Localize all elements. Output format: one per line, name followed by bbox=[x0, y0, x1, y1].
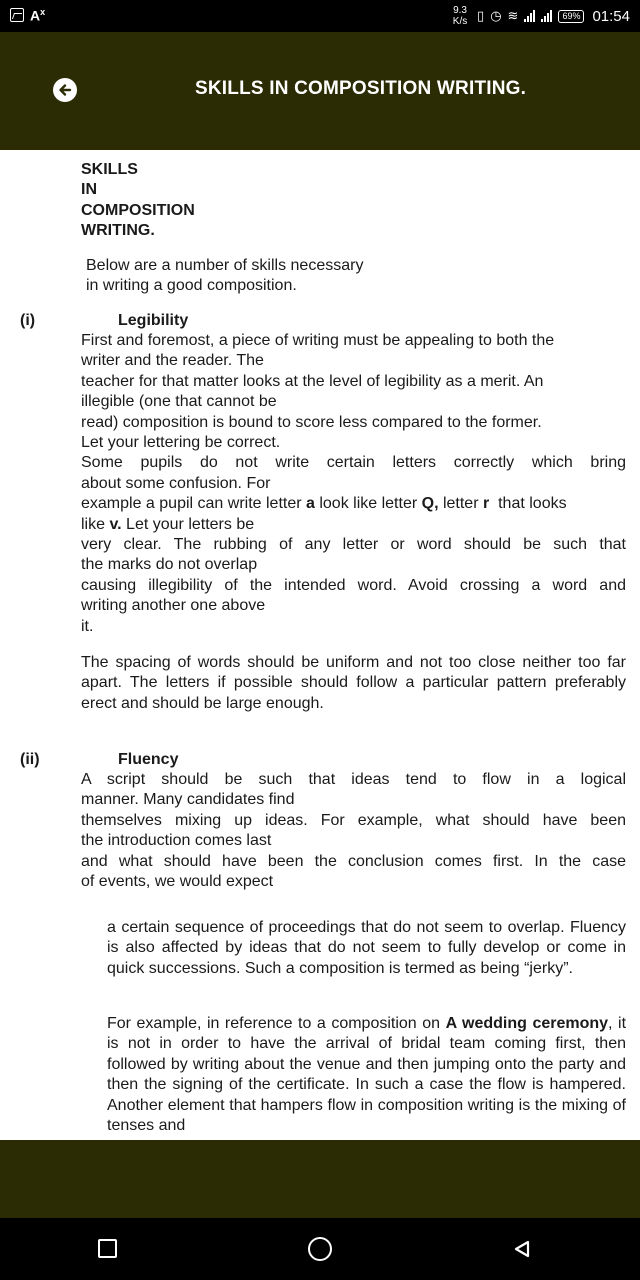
signal-icon-2 bbox=[541, 10, 552, 22]
wifi-icon: ≋ bbox=[507, 8, 519, 23]
recents-square-icon[interactable] bbox=[98, 1239, 117, 1258]
font-size-indicator: $A^x$ bbox=[30, 7, 46, 24]
network-speed: 9.3 K/s bbox=[452, 5, 468, 27]
article-content bbox=[0, 150, 640, 1140]
fluency-example-text: For example, in reference to a composition on A wedding ceremony, it is not in order to have the arrival of bridal team coming first, then followed by writing about the venue and then jumping onto the party and then the signing of the certificate. In such a case the flow is hampered. Another element that hampers flow in composition writing is the mixing of tenses and bbox=[107, 1015, 627, 1135]
status-bar bbox=[0, 0, 640, 32]
back-triangle-icon[interactable] bbox=[512, 1239, 532, 1259]
fluency-text: A script should be such that ideas tend to flow in a logical manner. Many candidates find themselves mixing up ideas. For example, what should have been the introduction comes last and what should have been the conclusion comes first. In the case of events, we would expect bbox=[81, 771, 626, 891]
gallery-icon bbox=[10, 8, 24, 22]
signal-icon bbox=[524, 10, 535, 22]
clock: 01:54 bbox=[592, 7, 630, 25]
section-title-fluency: Fluency bbox=[118, 751, 179, 768]
system-nav-bar bbox=[0, 1218, 640, 1280]
alarm-icon: ◷ bbox=[490, 8, 502, 23]
intro-text: Below are a number of skills necessary in writing a good composition. bbox=[86, 257, 364, 295]
home-circle-icon[interactable] bbox=[308, 1237, 332, 1261]
article-heading: SKILLS IN COMPOSITION WRITING. bbox=[81, 161, 195, 240]
bottom-panel bbox=[0, 1140, 640, 1218]
section-number: (i) bbox=[20, 312, 36, 329]
legibility-closing: The spacing of words should be uniform and not too close neither too far apart. The letters if possible should follow a particular pattern preferably erect and should be large enough. bbox=[81, 654, 626, 712]
section-title-legibility: Legibility bbox=[118, 312, 189, 329]
vibrate-icon: ▯ bbox=[477, 8, 485, 23]
legibility-text: First and foremost, a piece of writing must be appealing to both the writer and the reader. The teacher for that matter looks at the level of legibility as a merit. An illegible (one that cannot be read) composition is bound to score less compared to the former. Let your lettering be correct. Some pupils do not write certain letters correctly which bring about some confusion. For example a pupil can write letter a look like letter Q, letter r that looks like v. Let your letters be very clear. The rubbing of any letter or word should be such that the marks do not overlap causing illegibility of the intended word. Avoid crossing a word and writing another one above it. bbox=[81, 332, 626, 635]
back-arrow-icon[interactable] bbox=[53, 78, 77, 102]
section-number: (ii) bbox=[20, 751, 40, 768]
fluency-indented-text: a certain sequence of proceedings that do not seem to overlap. Fluency is also affected by ideas that do not seem to fully develop or come in quick successions. Such a composition is termed as being “jerky”. bbox=[107, 919, 626, 977]
app-header: SKILLS IN COMPOSITION WRITING. bbox=[0, 32, 640, 150]
battery-icon: 69% bbox=[558, 10, 584, 23]
